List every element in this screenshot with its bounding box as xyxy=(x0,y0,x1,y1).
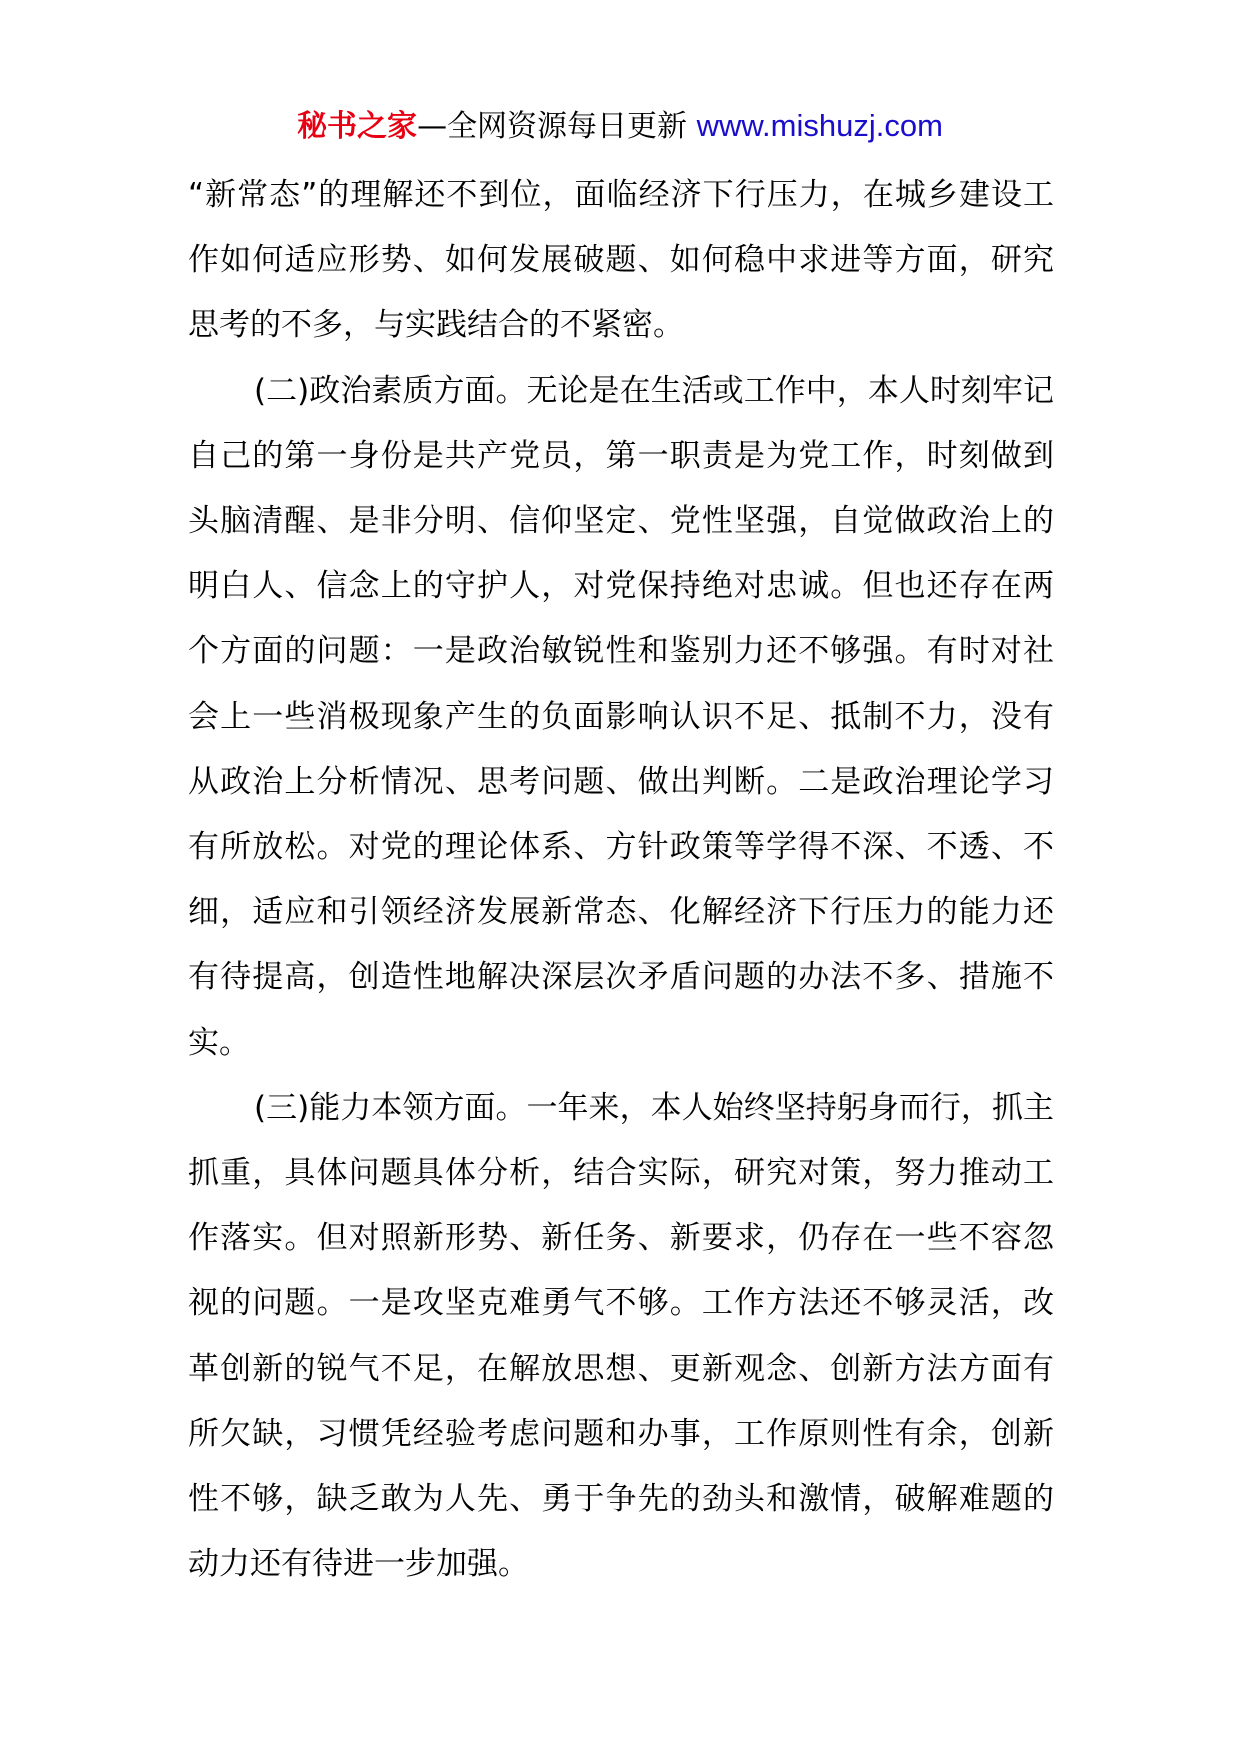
header-tagline: —全网资源每日更新 xyxy=(417,109,688,144)
document-body xyxy=(188,163,1054,1597)
site-url-link[interactable]: www.mishuzj.com xyxy=(696,108,943,143)
paragraph-continuation: “新常态”的理解还不到位，面临经济下行压力，在城乡建设工作如何适应形势、如何发展破题、如何稳中求进等方面，研究思考的不多，与实践结合的不紧密。 xyxy=(188,177,1054,344)
paragraph-capability: (三)能力本领方面。一年来，本人始终坚持躬身而行，抓主抓重，具体问题具体分析，结合实际，研究对策，努力推动工作落实。但对照新形势、新任务、新要求，仍存在一些不容忽视的问题。一是攻坚克难勇气不够。工作方法还不够灵活，改革创新的锐气不足，在解放思想、更新观念、创新方法方面有所欠缺，习惯凭经验考虑问题和办事，工作原则性有余，创新性不够，缺乏敢为人先、勇于争先的劲头和激情，破解难题的动力还有待进一步加强。 xyxy=(188,1089,1054,1583)
page-header xyxy=(0,100,1240,153)
paragraph-political-quality: (二)政治素质方面。无论是在生活或工作中，本人时刻牢记自己的第一身份是共产党员，第一职责是为党工作，时刻做到头脑清醒、是非分明、信仰坚定、党性坚强，自觉做政治上的明白人、信念上的守护人，对党保持绝对忠诚。但也还存在两个方面的问题：一是政治敏锐性和鉴别力还不够强。有时对社会上一些消极现象产生的负面影响认识不足、抵制不力，没有从政治上分析情况、思考问题、做出判断。二是政治理论学习有所放松。对党的理论体系、方针政策等学得不深、不透、不细，适应和引领经济发展新常态、化解经济下行压力的能力还有待提高，创造性地解决深层次矛盾问题的办法不多、措施不实。 xyxy=(188,372,1054,1061)
brand-name: 秘书之家 xyxy=(297,109,418,144)
